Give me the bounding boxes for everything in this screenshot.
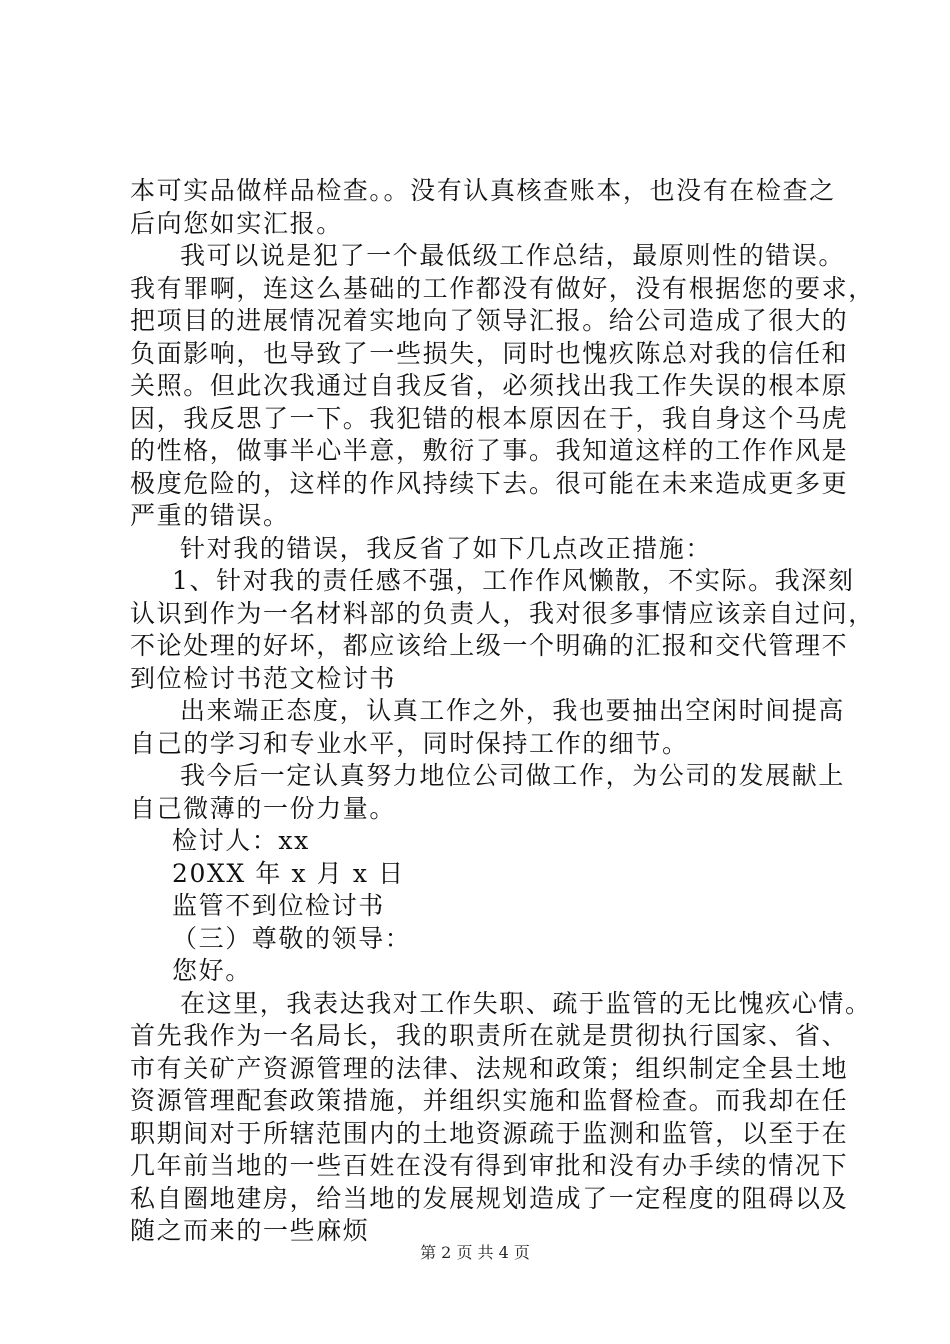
text-line: 的性格，做事半心半意，敷衍了事。我知道这样的工作作风是: [130, 436, 849, 465]
text-line: 职期间对于所辖范围内的土地资源疏于监测和监管，以至于在: [130, 1118, 849, 1148]
signature-line: 检讨人：xx: [172, 826, 310, 855]
text-line: 在这里，我表达我对工作失职、疏于监管的无比愧疚心情。: [180, 988, 872, 1018]
text-line: 1、针对我的责任感不强，工作作风懒散，不实际。我深刻: [172, 566, 855, 595]
text-line: 本可实品做样品检查。。没有认真核查账本，也没有在检查之: [130, 176, 836, 205]
text-line: 因，我反思了一下。我犯错的根本原因在于，我自身这个马虎: [130, 403, 849, 433]
text-line: 随之而来的一些麻烦: [130, 1216, 370, 1245]
text-line: 把项目的进展情况着实地向了领导汇报。给公司造成了很大的: [130, 306, 849, 335]
text-line: 首先我作为一名局长，我的职责所在就是贯彻执行国家、省、: [130, 1021, 849, 1050]
text-line: 几年前当地的一些百姓在没有得到审批和没有办手续的情况下: [130, 1151, 849, 1180]
text-line: 到位检讨书范文检讨书: [130, 663, 397, 693]
salutation: （三）尊敬的领导：: [172, 923, 412, 953]
text-line: 不论处理的好坏，都应该给上级一个明确的汇报和交代管理不: [130, 631, 849, 660]
text-line: 认识到作为一名材料部的负责人，我对很多事情应该亲自过问，: [130, 598, 875, 628]
text-line: 负面影响，也导致了一些损失，同时也愧疚陈总对我的信任和: [130, 338, 849, 368]
text-line: 极度危险的，这样的作风持续下去。很可能在未来造成更多更: [130, 468, 849, 498]
page-footer: 第 2 页 共 4 页: [420, 1243, 530, 1262]
text-line: 资源管理配套政策措施，并组织实施和监督检查。而我却在任: [130, 1086, 849, 1115]
text-line: 关照。但此次我通过自我反省，必须找出我工作失误的根本原: [130, 371, 849, 400]
text-line: 后向您如实汇报。: [130, 208, 343, 238]
text-line: 出来端正态度，认真工作之外，我也要抽出空闲时间提高: [180, 696, 846, 725]
text-line: 我今后一定认真努力地位公司做工作，为公司的发展献上: [180, 761, 846, 790]
greeting: 您好。: [172, 956, 252, 985]
text-line: 我可以说是犯了一个最低级工作总结，最原则性的错误。: [180, 241, 846, 270]
text-line: 针对我的错误，我反省了如下几点改正措施：: [180, 533, 713, 563]
date-line: 20XX 年 x 月 x 日: [172, 858, 405, 888]
text-line: 严重的错误。: [130, 501, 290, 530]
text-line: 市有关矿产资源管理的法律、法规和政策；组织制定全县土地: [130, 1053, 849, 1083]
text-line: 自己的学习和专业水平，同时保持工作的细节。: [130, 728, 689, 758]
document-body: [130, 175, 875, 1248]
text-line: 自己微薄的一份力量。: [130, 793, 397, 823]
text-line: 私自圈地建房，给当地的发展规划造成了一定程度的阻碍以及: [130, 1183, 849, 1213]
section-title: 监管不到位检讨书: [172, 891, 385, 920]
text-line: 我有罪啊，连这么基础的工作都没有做好，没有根据您的要求，: [130, 273, 875, 303]
